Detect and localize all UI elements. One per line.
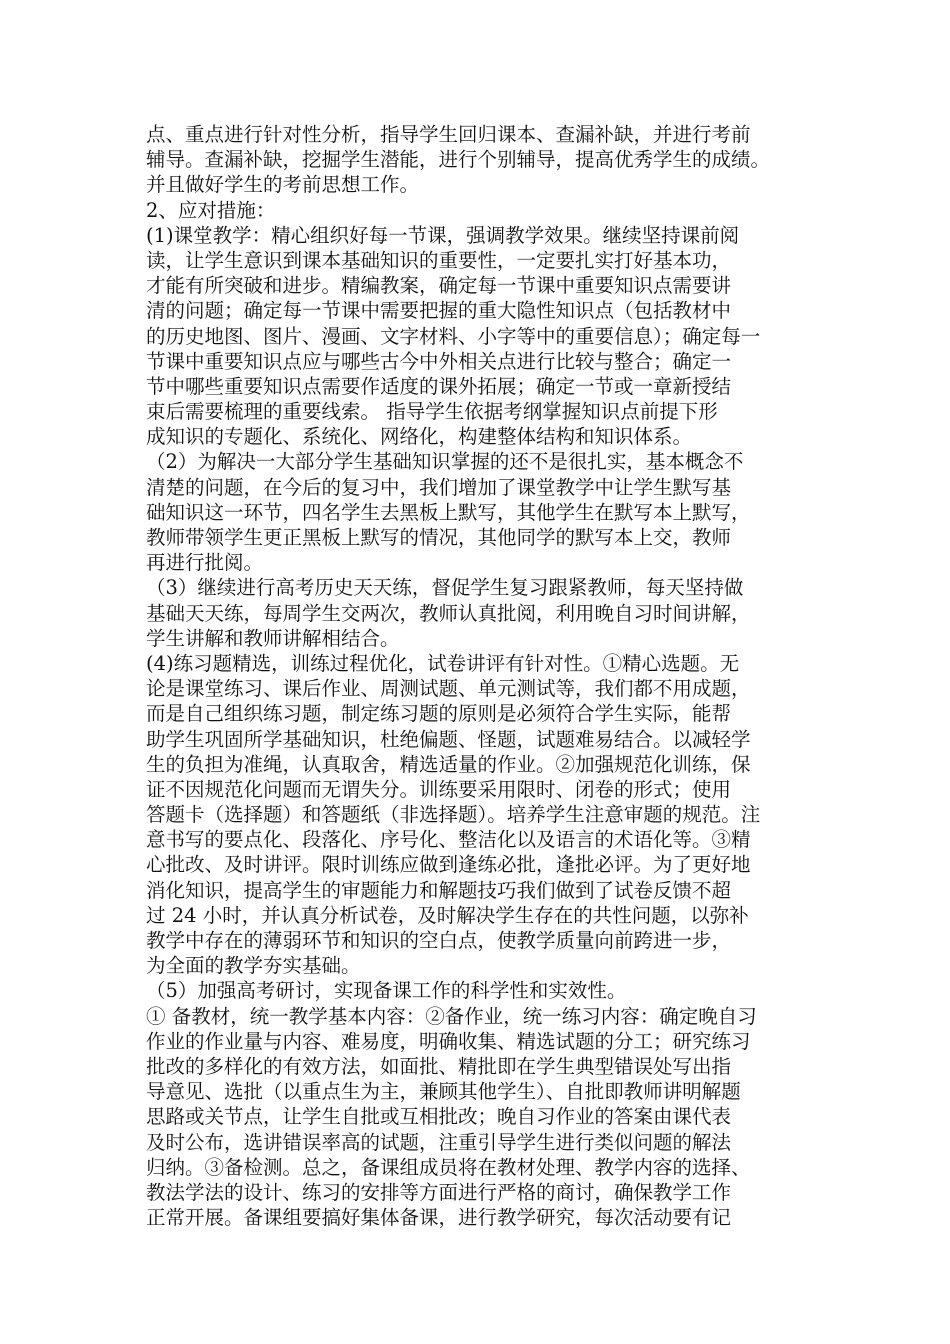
text-line: 成知识的专题化、系统化、网络化，构建整体结构和知识体系。: [146, 425, 693, 449]
text-line: 导意见、选批（以重点生为主，兼顾其他学生）、自批即教师讲明解题: [146, 1080, 741, 1104]
text-line: 束后需要梳理的重要线索。 指导学生依据考纲掌握知识点前提下形: [146, 400, 718, 424]
text-line: 辅导。查漏补缺，挖掘学生潜能，进行个别辅导，提高优秀学生的成绩。: [146, 148, 771, 172]
text-line: 证不因规范化问题而无谓失分。训练要采用限时、闭卷的形式；使用: [146, 777, 732, 801]
text-line: 过 24 小时，并认真分析试卷，及时解决学生存在的共性问题，以弥补: [146, 903, 749, 927]
text-line: 生的负担为准绳，认真取舍，精选适量的作业。②加强规范化训练，保: [146, 752, 751, 776]
text-line: 读，让学生意识到课本基础知识的重要性，一定要扎实打好基本功，: [146, 248, 732, 272]
text-line: （2）为解决一大部分学生基础知识掌握的还不是很扎实，基本概念不: [146, 450, 744, 474]
text-line: 清的问题；确定每一节课中需要把握的重大隐性知识点（包括教材中: [146, 299, 732, 323]
section-heading: 2、应对措施：: [146, 198, 276, 222]
text-line: 再进行批阅。: [146, 551, 264, 575]
text-line: (1)课堂教学：精心组织好每一节课，强调教学效果。继续坚持课前阅: [146, 223, 740, 247]
text-line: 学生讲解和教师讲解相结合。: [146, 626, 400, 650]
text-line: 论是课堂练习、课后作业、周测试题、单元测试等，我们都不用成题，: [146, 677, 751, 701]
text-line: 意书写的要点化、段落化、序号化、整洁化以及语言的术语化等。③精: [146, 828, 751, 852]
text-line: 并且做好学生的考前思想工作。: [146, 173, 420, 197]
text-line: 正常开展。备课组要搞好集体备课，进行教学研究，每次活动要有记: [146, 1206, 732, 1230]
text-line: 础知识这一环节，四名学生去黑板上默写，其他学生在默写本上默写，: [146, 500, 751, 524]
text-line: 而是自己组织练习题，制定练习题的原则是必须符合学生实际，能帮: [146, 702, 732, 726]
text-line: 基础天天练，每周学生交两次，教师认真批阅，利用晚自习时间讲解，: [146, 601, 751, 625]
text-line: 教法学法的设计、练习的安排等方面进行严格的商讨，确保教学工作: [146, 1180, 732, 1204]
text-line: 批改的多样化的有效方法，如面批、精批即在学生典型错误处写出指: [146, 1054, 732, 1078]
text-line: 为全面的教学夯实基础。: [146, 954, 361, 978]
text-line: (4)练习题精选，训练过程优化，试卷讲评有针对性。①精心选题。无: [146, 651, 740, 675]
text-line: 教师带领学生更正黑板上默写的情况，其他同学的默写本上交，教师: [146, 526, 732, 549]
text-line: 及时公布，选讲错误率高的试题，注重引导学生进行类似问题的解法: [146, 1130, 732, 1154]
document-body: [146, 122, 810, 1230]
text-line: 作业的作业量与内容、难易度，明确收集、精选试题的分工；研究练习: [146, 1029, 751, 1053]
text-line: 教学中存在的薄弱环节和知识的空白点，使教学质量向前跨进一步，: [146, 929, 732, 952]
text-line: 点、重点进行针对性分析，指导学生回归课本、查漏补缺，并进行考前: [146, 123, 751, 146]
text-line: 才能有所突破和进步。精编教案，确定每一节课中重要知识点需要讲: [146, 274, 732, 298]
text-line: 答题卡（选择题）和答题纸（非选择题）。培养学生注意审题的规范。注: [146, 803, 761, 827]
text-line: 清楚的问题，在今后的复习中，我们增加了课堂教学中让学生默写基: [146, 475, 732, 499]
text-line: 助学生巩固所学基础知识，杜绝偏题、怪题，试题难易结合。以减轻学: [146, 727, 751, 751]
text-line: 心批改、及时讲评。限时训练应做到逢练必批，逢批必评。为了更好地: [146, 853, 751, 877]
text-line: ① 备教材，统一教学基本内容：②备作业，统一练习内容：确定晚自习: [146, 1004, 757, 1028]
text-line: 节中哪些重要知识点需要作适度的课外拓展；确定一节或一章新授结: [146, 374, 732, 398]
text-line: 消化知识，提高学生的审题能力和解题技巧我们做到了试卷反馈不超: [146, 878, 732, 902]
text-line: 归纳。③备检测。总之，备课组成员将在教材处理、教学内容的选择、: [146, 1155, 751, 1179]
text-line: 思路或关节点，让学生自批或互相批改；晚自习作业的答案由课代表: [146, 1105, 732, 1129]
text-line: 的历史地图、图片、漫画、文字材料、小字等中的重要信息）；确定每一: [146, 324, 761, 348]
text-line: （5）加强高考研讨，实现备课工作的科学性和实效性。: [146, 979, 627, 1003]
text-line: 节课中重要知识点应与哪些古今中外相关点进行比较与整合；确定一: [146, 349, 732, 373]
text-line: （3）继续进行高考历史天天练，督促学生复习跟紧教师，每天坚持做: [146, 576, 744, 600]
